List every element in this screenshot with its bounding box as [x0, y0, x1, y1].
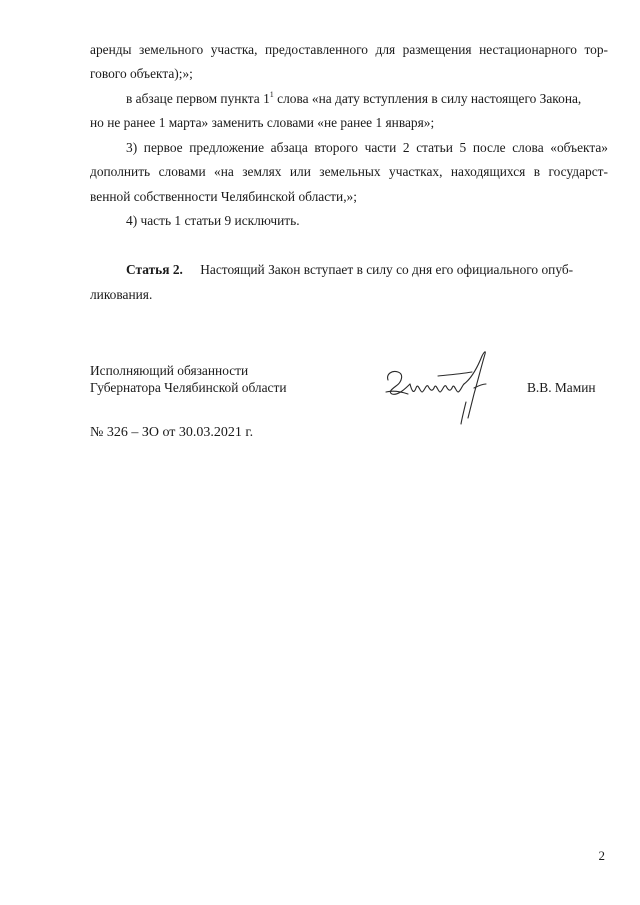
superscript-one: 1 — [269, 90, 274, 99]
para3-line3: венной собственности Челябинской области,»; — [90, 189, 357, 204]
article2-label: Статья 2. — [126, 262, 183, 277]
signatory-name: В.В. Мамин — [527, 380, 596, 395]
para4-line: 4) часть 1 статьи 9 исключить. — [126, 213, 300, 228]
article2-line1 — [126, 262, 608, 278]
para3-line1: 3) первое предложение абзаца второго части 2 статьи 5 после слова «объекта» — [126, 140, 608, 155]
signatory-title-line1: Исполняющий обязанности — [90, 363, 249, 378]
law-number-date: № 326 – ЗО от 30.03.2021 г. — [90, 425, 254, 440]
article2-line2: ликования. — [90, 287, 153, 302]
page-number: 2 — [598, 848, 605, 863]
para1-line2: гового объекта);»; — [90, 66, 193, 81]
para3-line2: дополнить словами «на землях или земельных участках, находящихся в государст- — [90, 164, 608, 179]
handwritten-signature — [378, 348, 503, 428]
para2-line1-start: в абзаце первом пункта 1 — [126, 91, 270, 106]
para2-line2: но не ранее 1 марта» заменить словами «не ранее 1 января»; — [90, 115, 435, 130]
article2-text: Настоящий Закон вступает в силу со дня его официального опуб- — [200, 262, 574, 277]
para1-line1: аренды земельного участка, предоставленного для размещения нестационарного тор- — [90, 42, 608, 57]
para2-line1-end: слова «на дату вступления в силу настоящего Закона, — [273, 91, 582, 106]
signatory-title-line2: Губернатора Челябинской области — [90, 380, 287, 395]
para2-line1 — [126, 91, 608, 109]
